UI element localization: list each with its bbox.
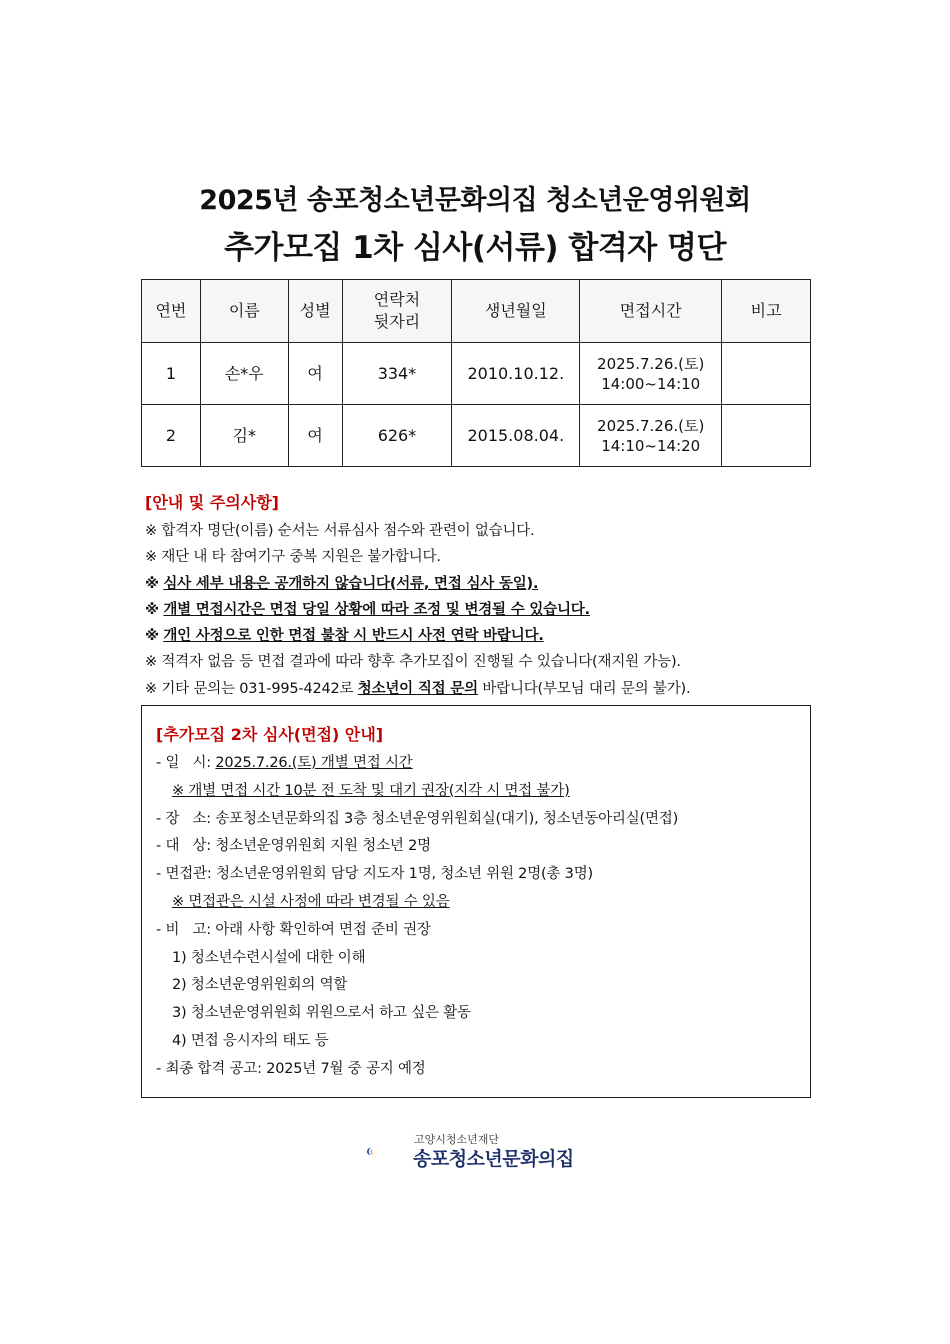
applicant-table <box>141 279 811 467</box>
org-logo-icon <box>366 1128 412 1174</box>
box-line-target: - 대 상: 청소년운영위원회 지원 청소년 2명 <box>156 838 431 855</box>
header-note: 비고 <box>722 280 811 343</box>
box-line-interviewer-note <box>156 889 678 917</box>
cell-name: 김* <box>200 405 288 467</box>
interview-time: 14:10~14:20 <box>601 436 701 455</box>
notice-item <box>145 676 690 702</box>
reference-mark: ※ <box>145 654 157 671</box>
cell-name: 손*우 <box>200 343 288 405</box>
remark-item: 4) 면접 응시자의 태도 등 <box>172 1032 329 1049</box>
title-line2: 추가모집 1차 심사(서류) 합격자 명단 <box>224 230 726 266</box>
header-no: 연번 <box>142 280 201 343</box>
cell-note <box>722 343 811 405</box>
reference-mark: ※ <box>145 628 159 645</box>
notice-text: 개별 면접시간은 면접 당일 상황에 따라 조정 및 변경될 수 있습니다. <box>163 601 590 618</box>
box-title: [추가모집 2차 심사(면접) 안내] <box>156 725 384 744</box>
cell-gender: 여 <box>288 343 342 405</box>
header-name: 이름 <box>200 280 288 343</box>
box-lines <box>156 750 678 1084</box>
cell-interview <box>580 343 722 405</box>
logo-org-main: 송포청소년문화의집 <box>413 1148 574 1170</box>
notice-emphasis: 청소년이 직접 문의 <box>357 680 478 697</box>
cell-contact: 626* <box>342 405 452 467</box>
date-value: 2025.7.26.(토) 개별 면접 시간 <box>215 755 413 771</box>
cell-interview <box>580 405 722 467</box>
notice-text: 적격자 없음 등 면접 결과에 따라 향후 추가모집이 진행될 수 있습니다(재지원 가능). <box>161 654 681 671</box>
interviewer-note: ※ 면접관은 시설 사정에 따라 변경될 수 있음 <box>172 893 450 910</box>
header-gender: 성별 <box>288 280 342 343</box>
reference-mark: ※ <box>145 549 157 566</box>
interview-info-box <box>141 705 811 1098</box>
box-line-remarks: - 비 고: 아래 사항 확인하여 면접 준비 권장 <box>156 921 431 938</box>
title-line1: 2025년 송포청소년문화의집 청소년운영위원회 <box>199 185 751 216</box>
header-birth: 생년월일 <box>452 280 580 343</box>
notice-item <box>145 571 690 597</box>
box-line-final: - 최종 합격 공고: 2025년 7월 중 공지 예정 <box>156 1060 426 1077</box>
logo-org-small: 고양시청소년재단 <box>414 1133 500 1146</box>
box-line-interviewer: - 면접관: 청소년운영위원회 담당 지도자 1명, 청소년 위원 2명(총 3명) <box>156 866 593 883</box>
notice-text: 합격자 명단(이름) 순서는 서류심사 점수와 관련이 없습니다. <box>161 523 535 539</box>
header-contact <box>342 280 452 343</box>
notice-item <box>145 518 690 544</box>
reference-mark: ※ <box>145 680 157 697</box>
notice-text: 개인 사정으로 인한 면접 불참 시 반드시 사전 연락 바랍니다. <box>163 628 544 645</box>
notice-item <box>145 597 690 623</box>
notice-text: 심사 세부 내용은 공개하지 않습니다(서류, 면접 심사 동일). <box>163 575 539 592</box>
interview-date: 2025.7.26.(토) <box>597 354 705 373</box>
interview-time: 14:00~14:10 <box>601 374 701 393</box>
cell-contact: 334* <box>342 343 452 405</box>
date-label: - 일 시: <box>156 755 216 771</box>
notice-item <box>145 623 690 649</box>
cell-no: 2 <box>142 405 201 467</box>
reference-mark: ※ <box>145 575 159 592</box>
notice-title: [안내 및 주의사항] <box>145 493 279 512</box>
notice-list <box>145 518 690 702</box>
notice-text: 바랍니다(부모님 대리 문의 불가). <box>477 680 691 697</box>
header-contact-line2: 뒷자리 <box>373 312 421 331</box>
cell-birth: 2015.08.04. <box>452 405 580 467</box>
cell-note <box>722 405 811 467</box>
remark-item: 1) 청소년수련시설에 대한 이해 <box>172 949 366 966</box>
notice-item <box>145 544 690 570</box>
notice-text: 재단 내 타 참여기구 중복 지원은 불가합니다. <box>161 549 441 566</box>
table-row <box>142 343 811 405</box>
box-line-date-note <box>156 778 678 806</box>
cell-birth: 2010.10.12. <box>452 343 580 405</box>
box-line-place: - 장 소: 송포청소년문화의집 3층 청소년운영위원회실(대기), 청소년동아리실(면접) <box>156 810 679 827</box>
table-header-row <box>142 280 811 343</box>
interview-date: 2025.7.26.(토) <box>597 416 705 435</box>
remark-item: 3) 청소년운영위원회 위원으로서 하고 싶은 활동 <box>172 1005 471 1022</box>
header-contact-line1: 연락처 <box>373 290 421 309</box>
notice-text: 기타 문의는 031-995-4242로 <box>161 680 358 697</box>
notice-item <box>145 649 690 675</box>
table-row <box>142 405 811 467</box>
cell-gender: 여 <box>288 405 342 467</box>
cell-no: 1 <box>142 343 201 405</box>
header-interview: 면접시간 <box>580 280 722 343</box>
box-line-date <box>156 750 678 778</box>
reference-mark: ※ <box>145 601 159 618</box>
date-note: ※ 개별 면접 시간 10분 전 도착 및 대기 권장(지각 시 면접 불가) <box>172 782 570 799</box>
reference-mark: ※ <box>145 523 157 539</box>
remark-item: 2) 청소년운영위원회의 역할 <box>172 977 348 994</box>
